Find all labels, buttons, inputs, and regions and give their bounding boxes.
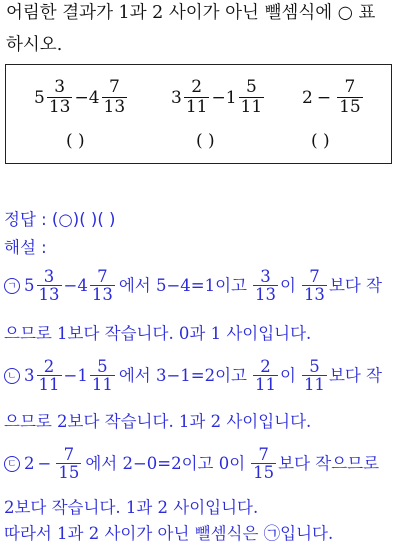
minus-sign: −	[74, 87, 89, 108]
explanation-text: 보다 작	[328, 366, 382, 386]
fraction	[302, 358, 327, 394]
minus-sign: −	[37, 454, 52, 474]
explanation-text: 에서 3−1=2이고	[118, 366, 247, 386]
denominator: 11	[185, 96, 208, 117]
denominator: 11	[254, 375, 276, 395]
explanation-1-line-2: 으므로 1보다 작습니다. 0과 1 사이입니다.	[4, 324, 312, 343]
explanation-2-line-1	[4, 358, 382, 394]
denominator: 13	[48, 96, 71, 117]
numerator: 7	[97, 267, 108, 286]
numerator: 7	[309, 267, 320, 286]
fraction	[47, 79, 73, 117]
problem-2-answer-blank[interactable]: ( )	[196, 131, 215, 151]
fraction	[239, 79, 265, 117]
whole-number: 3	[171, 87, 182, 108]
fraction	[56, 446, 81, 482]
fraction	[102, 79, 128, 117]
whole-number: 2	[24, 454, 35, 474]
explanation-3-line-1	[4, 446, 379, 482]
problem-1-answer-blank[interactable]: ( )	[66, 131, 85, 151]
denominator: 11	[240, 96, 263, 117]
numerator: 7	[258, 445, 269, 464]
numerator: 2	[43, 357, 55, 376]
explanation-text: 에서 5−4=1이고	[118, 276, 247, 296]
whole-number: 5	[34, 87, 45, 108]
denominator: 13	[254, 285, 276, 305]
explanation-label: 해설 :	[4, 238, 47, 257]
circled-letter-marker: ㄷ	[4, 456, 20, 472]
fraction	[37, 268, 62, 304]
numerator: 7	[108, 77, 120, 97]
answer-label: 정답 : (○)( )( )	[4, 210, 116, 229]
whole-number: 3	[24, 366, 35, 386]
problem-3-answer-blank[interactable]: ( )	[311, 131, 330, 151]
whole-number: 2	[302, 87, 313, 108]
explanation-text: 이	[279, 366, 296, 386]
minus-sign: −	[316, 87, 332, 108]
whole-number: 4	[77, 276, 88, 296]
denominator: 13	[38, 285, 60, 305]
fraction	[90, 358, 115, 394]
fraction	[251, 446, 276, 482]
minus-sign: −	[63, 276, 78, 296]
problem-2-expression	[171, 79, 266, 117]
numerator: 5	[97, 357, 108, 376]
numerator: 2	[191, 77, 203, 97]
denominator: 13	[303, 285, 325, 305]
minus-sign: −	[63, 366, 78, 386]
numerator: 5	[245, 77, 257, 97]
whole-number: 1	[225, 87, 237, 108]
minus-sign: −	[211, 87, 226, 108]
numerator: 2	[260, 357, 271, 376]
explanation-text: 보다 작	[328, 276, 382, 296]
explanation-text: 에서 2−0=2이고 0이	[85, 454, 246, 474]
denominator: 11	[38, 375, 60, 395]
numerator: 3	[43, 267, 55, 286]
numerator: 7	[344, 77, 356, 97]
conclusion: 따라서 1과 2 사이가 아닌 뺄셈식은 ㉠입니다.	[4, 524, 334, 543]
explanation-3-line-2: 2보다 작습니다. 1과 2 사이입니다.	[4, 498, 259, 517]
whole-number: 1	[77, 366, 88, 386]
fraction	[184, 79, 210, 117]
explanation-1-line-1	[4, 268, 382, 304]
problem-box	[5, 64, 392, 164]
fraction	[253, 358, 278, 394]
circled-letter-marker: ㄴ	[4, 368, 20, 384]
fraction	[337, 79, 363, 117]
question-line-2: 하시오.	[6, 35, 63, 55]
fraction	[90, 268, 115, 304]
numerator: 7	[63, 445, 75, 464]
explanation-2-line-2: 으므로 2보다 작습니다. 1과 2 사이입니다.	[4, 412, 312, 431]
denominator: 13	[103, 96, 126, 117]
whole-number: 5	[24, 276, 35, 296]
problem-1-expression	[34, 79, 129, 117]
explanation-text: 보다 작으므로	[278, 454, 380, 474]
question-line-1: 어림한 결과가 1과 2 사이가 아닌 뺄셈식에 ○ 표	[6, 3, 376, 23]
denominator: 15	[253, 463, 275, 483]
denominator: 11	[91, 375, 113, 395]
denominator: 13	[91, 285, 113, 305]
denominator: 11	[303, 375, 325, 395]
explanation-text: 이	[279, 276, 296, 296]
circled-letter-marker: ㄱ	[4, 278, 20, 294]
fraction	[37, 358, 62, 394]
fraction	[302, 268, 327, 304]
denominator: 15	[58, 463, 80, 483]
fraction	[253, 268, 278, 304]
numerator: 3	[54, 77, 66, 97]
numerator: 5	[309, 357, 320, 376]
whole-number: 4	[88, 87, 100, 108]
numerator: 3	[260, 267, 271, 286]
problem-3-expression	[302, 79, 365, 117]
denominator: 15	[339, 96, 361, 117]
